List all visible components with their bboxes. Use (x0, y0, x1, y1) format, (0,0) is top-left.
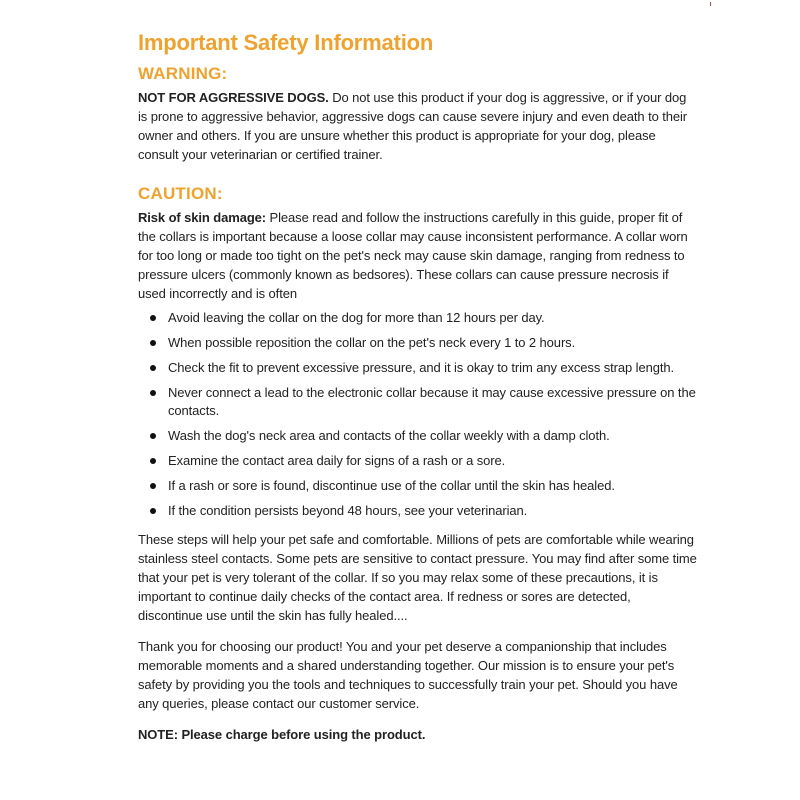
bullet-icon (150, 365, 156, 371)
bullet-text: Examine the contact area daily for signs of a rash or a sore. (168, 453, 506, 468)
safety-document (138, 30, 698, 744)
bullet-icon (150, 315, 156, 321)
bullet-text: If a rash or sore is found, discontinue use of the collar until the skin has healed. (168, 478, 615, 493)
bullet-icon (150, 508, 156, 514)
charge-note: NOTE: Please charge before using the product. (138, 727, 426, 742)
caution-text: Please read and follow the instructions carefully in this guide, proper fit of the collars is important because a loose collar may cause inconsistent performance. A collar worn for too long or made too tight on the pet's neck may cause skin damage, ranging from redness to pressure ulcers (commonly known as bedsores). These collars can cause pressure necrosis if used incorrectly and is often (138, 210, 688, 301)
list-item (138, 309, 698, 327)
list-item (138, 384, 698, 420)
warning-lead: NOT FOR AGGRESSIVE DOGS. (138, 90, 329, 105)
caution-heading: CAUTION: (138, 184, 223, 203)
caution-bullet-list (138, 309, 698, 520)
warning-heading: WARNING: (138, 64, 228, 83)
list-item (138, 359, 698, 377)
steps-paragraph: These steps will help your pet safe and comfortable. Millions of pets are comfortable while wearing stainless steel contacts. Some pets are sensitive to contact pressure. You may find after some time that your pet is very tolerant of the collar. If so you may relax some of these precautions, it is important to continue daily checks of the contact area. If redness or sores are detected, discontinue use until the skin has fully healed.... (138, 532, 697, 623)
page-title: Important Safety Information (138, 30, 434, 55)
list-item (138, 452, 698, 470)
bullet-text: Check the fit to prevent excessive pressure, and it is okay to trim any excess strap length. (168, 360, 674, 375)
warning-paragraph (138, 88, 698, 164)
bullet-text: If the condition persists beyond 48 hours, see your veterinarian. (168, 503, 528, 518)
caution-paragraph (138, 208, 698, 303)
bullet-icon (150, 340, 156, 346)
list-item (138, 334, 698, 352)
bullet-text: Wash the dog's neck area and contacts of the collar weekly with a damp cloth. (168, 428, 610, 443)
list-item (138, 427, 698, 445)
corner-mark (710, 2, 711, 6)
bullet-icon (150, 483, 156, 489)
list-item (138, 502, 698, 520)
thanks-paragraph: Thank you for choosing our product! You and your pet deserve a companionship that includes memorable moments and a shared understanding together. Our mission is to ensure your pet's safety by providing you the tools and techniques to successfully train your pet. Should you have any queries, please contact our customer service. (138, 639, 678, 711)
bullet-icon (150, 458, 156, 464)
bullet-text: Never connect a lead to the electronic collar because it may cause excessive pressure on the contacts. (168, 385, 696, 418)
caution-lead: Risk of skin damage: (138, 210, 267, 225)
list-item (138, 477, 698, 495)
bullet-icon (150, 433, 156, 439)
warning-text: Do not use this product if your dog is aggressive, or if your dog is prone to aggressive behavior, aggressive dogs can cause severe injury and even death to their owner and others. If you are unsure whether this product is appropriate for your dog, please consult your veterinarian or certified trainer. (138, 90, 688, 162)
bullet-text: Avoid leaving the collar on the dog for more than 12 hours per day. (168, 310, 545, 325)
bullet-icon (150, 390, 156, 396)
bullet-text: When possible reposition the collar on the pet's neck every 1 to 2 hours. (168, 335, 576, 350)
